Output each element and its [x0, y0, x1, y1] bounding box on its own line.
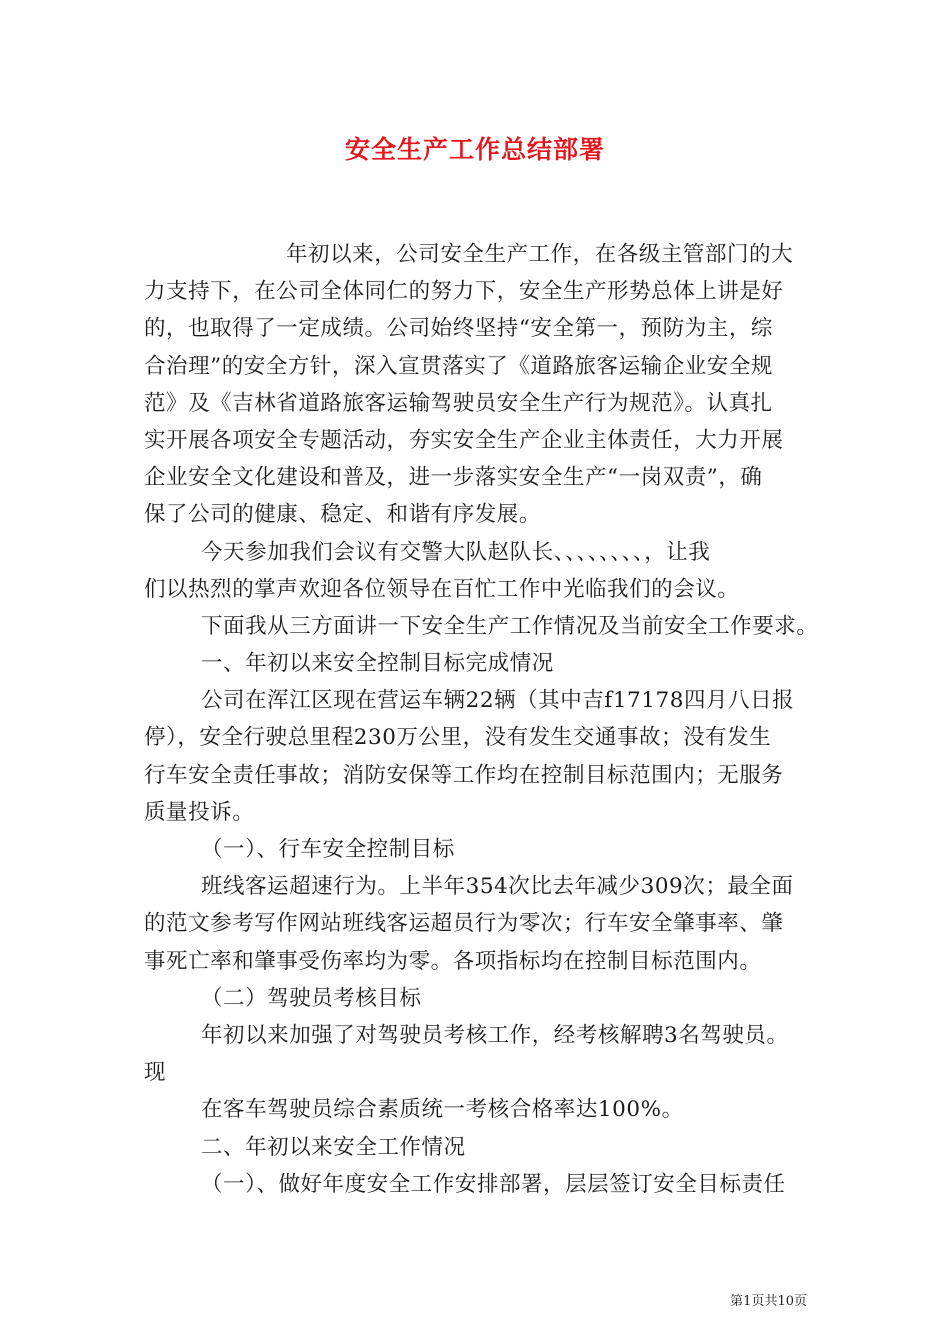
subsection-heading: （一）、做好年度安全工作安排部署，层层签订安全目标责任 [201, 1171, 786, 1197]
body-line: 行车安全责任事故；消防安保等工作均在控制目标范围内；无服务 [144, 762, 784, 788]
section-heading: 二、年初以来安全工作情况 [201, 1134, 466, 1160]
section-heading: 一、年初以来安全控制目标完成情况 [201, 651, 554, 677]
body-line: 年初以来，公司安全生产工作，在各级主管部门的大 [286, 242, 794, 267]
body-line: 年初以来加强了对驾驶员考核工作，经考核解聘3名驾驶员。 [201, 1022, 789, 1048]
page-number: 第1页共10页 [730, 1294, 807, 1309]
body-line: 公司在浑江区现在营运车辆22辆（其中吉f17178四月八日报 [201, 688, 795, 714]
body-line: 停），安全行驶总里程230万公里，没有发生交通事故；没有发生 [144, 725, 772, 751]
body-line: 的，也取得了一定成绩。公司始终坚持“安全第一，预防为主，综 [144, 316, 773, 342]
body-line: 实开展各项安全专题活动，夯实安全生产企业主体责任，大力开展 [144, 427, 784, 453]
body-line: 范》及《吉林省道路旅客运输驾驶员安全生产行为规范》。认真扎 [144, 390, 773, 416]
body-line: 们以热烈的掌声欢迎各位领导在百忙工作中光临我们的会议。 [144, 576, 740, 602]
body-line: 质量投诉。 [144, 799, 255, 825]
body-line: 在客车驾驶员综合素质统一考核合格率达100%。 [201, 1097, 684, 1123]
body-line: 力支持下，在公司全体同仁的努力下，安全生产形势总体上讲是好 [144, 279, 784, 305]
body-line: 班线客运超速行为。上半年354次比去年减少309次；最全面 [201, 874, 794, 900]
subsection-heading: （二）驾驶员考核目标 [201, 985, 422, 1011]
body-line: 合治理”的安全方针，深入宣贯落实了《道路旅客运输企业安全规 [144, 353, 773, 379]
subsection-heading: （一）、行车安全控制目标 [201, 837, 455, 862]
document-title: 安全生产工作总结部署 [344, 135, 605, 164]
body-line: 下面我从三方面讲一下安全生产工作情况及当前安全工作要求。 [201, 613, 819, 639]
body-line: 企业安全文化建设和普及，进一步落实安全生产“一岗双责”，确 [144, 465, 763, 491]
body-line: 今天参加我们会议有交警大队赵队长、、、、、、、、，让我 [201, 539, 711, 565]
body-line: 现 [144, 1060, 167, 1086]
body-line: 保了公司的健康、稳定、和谐有序发展。 [144, 502, 541, 528]
document-body [144, 236, 819, 1203]
body-line: 事死亡率和肇事受伤率均为零。各项指标均在控制目标范围内。 [144, 948, 762, 974]
body-line: 的范文参考写作网站班线客运超员行为零次；行车安全肇事率、肇 [144, 911, 784, 937]
